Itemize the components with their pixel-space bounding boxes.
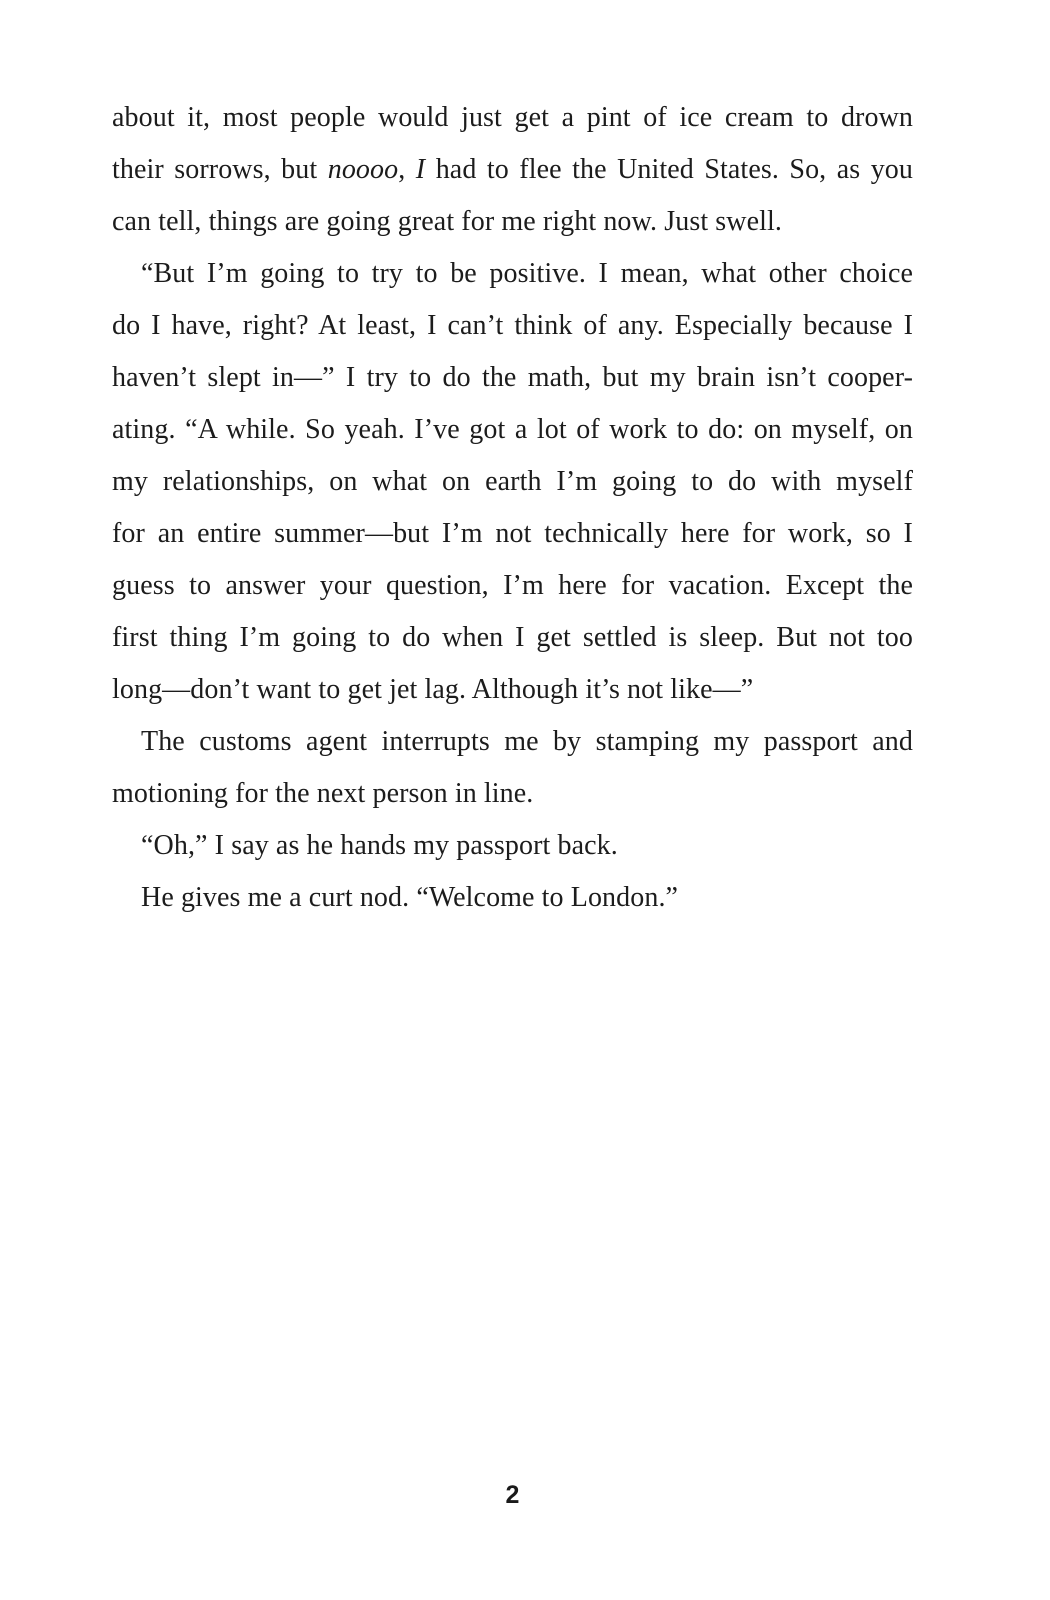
text-line xyxy=(112,92,913,144)
text-line xyxy=(112,716,913,768)
text-segment: long—don’t want to get jet lag. Although it’s not like—” xyxy=(112,674,754,705)
text-line xyxy=(112,144,913,196)
text-segment: guess to answer your question, I’m here for vacation. Except the xyxy=(112,570,913,601)
text-segment: “Oh,” I say as he hands my passport back. xyxy=(141,830,618,861)
text-line xyxy=(112,560,913,612)
text-line xyxy=(112,872,913,924)
text-line xyxy=(112,768,913,820)
text-block xyxy=(112,92,913,924)
text-line xyxy=(112,300,913,352)
text-line xyxy=(112,352,913,404)
text-segment: their sorrows, but xyxy=(112,154,328,185)
text-segment: ating. “A while. So yeah. I’ve got a lot of work to do: on myself, on xyxy=(112,414,913,445)
text-line xyxy=(112,508,913,560)
italic-text-segment: noooo xyxy=(327,154,399,185)
text-segment: my relationships, on what on earth I’m going to do with myself xyxy=(112,466,913,497)
text-segment: do I have, right? At least, I can’t think of any. Especially because I xyxy=(112,310,913,341)
text-segment: for an entire summer—but I’m not technically here for work, so I xyxy=(112,518,913,549)
text-segment: The customs agent interrupts me by stamping my passport and xyxy=(141,726,913,757)
text-segment: He gives me a curt nod. “Welcome to London.” xyxy=(141,882,679,913)
text-segment: can tell, things are going great for me right now. Just swell. xyxy=(112,206,783,237)
italic-text-segment: I xyxy=(415,154,426,185)
text-segment: motioning for the next person in line. xyxy=(112,778,534,809)
text-line xyxy=(112,612,913,664)
text-segment: about it, most people would just get a pint of ice cream to drown xyxy=(112,102,913,133)
text-line xyxy=(112,820,913,872)
text-segment: had to flee the United States. So, as you xyxy=(425,154,914,185)
page-number: 2 xyxy=(505,1481,520,1509)
text-line xyxy=(112,404,913,456)
text-segment: , xyxy=(398,154,416,185)
text-line xyxy=(112,664,913,716)
text-segment: “But I’m going to try to be positive. I mean, what other choice xyxy=(141,258,913,289)
text-line xyxy=(112,248,913,300)
text-line xyxy=(112,196,913,248)
text-line xyxy=(112,456,913,508)
text-segment: haven’t slept in—” I try to do the math, but my brain isn’t cooper- xyxy=(112,362,913,393)
text-segment: first thing I’m going to do when I get settled is sleep. But not too xyxy=(112,622,913,653)
